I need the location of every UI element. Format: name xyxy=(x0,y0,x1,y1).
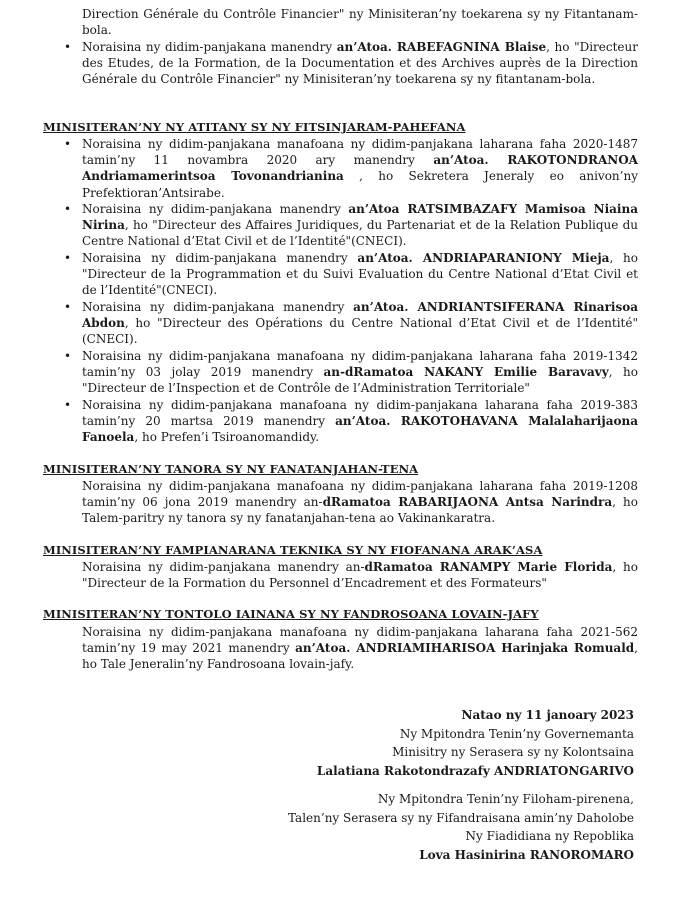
list-item xyxy=(64,136,638,201)
paragraph-cfinancier-continued xyxy=(82,6,638,38)
list-item xyxy=(64,397,638,446)
item-text-post: , ho Prefen’i Tsiroanomandidy. xyxy=(134,430,320,445)
item-text-pre: Noraisina ny didim-panjakana manafoana ny didim-panjakana laharana faha 2019-1342 tamin’ny 03 jolay 2019 manendry xyxy=(82,349,638,380)
signatory-title: Ny Mpitondra Tenin’ny Governemanta xyxy=(399,726,634,741)
item-text-post: , ho "Directeur des Affaires Juridiques, du Partenariat et de la Relation Publique du Centre National d’Etat Civil et de l’Identité"(CNECI). xyxy=(82,218,638,249)
item-text-pre: Noraisina ny didim-panjakana manendry xyxy=(82,251,358,265)
item-text-pre: Noraisina ny didim-panjakana manafoana ny didim-panjakana laharana faha 2020-1487 tamin’ny 11 novambra 2020 ary manendry xyxy=(82,137,638,168)
appointee-name: an’Atoa. RABEFAGNINA Blaise xyxy=(336,40,547,54)
signatory-title: Minisitry ny Serasera sy ny Kolontsaina xyxy=(392,745,634,759)
section-heading-fampianarana: MINISITERAN’NY FAMPIANARANA TEKNIKA SY NY FIOFANANA ARAK’ASA xyxy=(43,543,543,557)
bullet-icon: • xyxy=(64,251,72,265)
appointee-name: an’Atoa. ANDRIAMIHARISOA Harinjaka Romuald xyxy=(295,641,635,656)
item-text-pre: Noraisina ny didim-panjakana manafoana ny didim-panjakana laharana faha 2021-562 tamin’ny 19 may 2021 manendry xyxy=(82,625,638,656)
signatory-title: Talen’ny Serasera sy ny Fifandraisana amin’ny Daholobe xyxy=(287,810,634,825)
list-item xyxy=(64,201,638,250)
signatory-name: Lalatiana Rakotondrazafy ANDRIATONGARIVO xyxy=(316,763,634,778)
list-item xyxy=(64,299,638,348)
bullet-icon: • xyxy=(64,40,72,54)
section-paragraph xyxy=(82,478,638,527)
section-paragraph xyxy=(82,624,638,673)
item-text-post: , ho "Directeur des Opérations du Centre National d’Etat Civil et de l’Identité" (CNECI). xyxy=(82,316,638,347)
item-text-post: , ho Sekretera Jeneraly eo anivon’ny Prefektioran’Antsirabe. xyxy=(82,169,638,200)
bullet-icon: • xyxy=(64,300,72,314)
list-item-rabefagnina xyxy=(64,39,638,88)
item-text-post: , ho "Directeur de la Programmation et du Suivi Evaluation du Centre National d’Etat Civil et de l’Identité"(CNECI). xyxy=(82,251,638,298)
item-text-post: , ho "Directeur de l’Inspection et de Contrôle de l’Administration Territoriale" xyxy=(82,365,638,396)
signature-block-government xyxy=(317,706,634,780)
item-text-post: , ho "Directeur de la Formation du Personnel d’Encadrement et des Formateurs" xyxy=(82,560,638,591)
appointee-name: an’Atoa RATSIMBAZAFY Mamisoa Niaina Nirina xyxy=(82,202,638,233)
item-text-post: , ho Talem-paritry ny tanora sy ny fanatanjahan-tena ao Vakinankaratra. xyxy=(82,495,638,526)
appointee-name: an’Atoa. RAKOTONDRANOA Andriamamerintsoa Tovonandrianina xyxy=(82,153,638,184)
bullet-icon: • xyxy=(64,202,72,216)
appointee-name: dRamatoa RABARIJAONA Antsa Narindra xyxy=(322,495,613,510)
appointee-name: dRamatoa RANAMPY Marie Florida xyxy=(364,560,613,574)
signatory-title: Ny Mpitondra Tenin’ny Filoham-pirenena, xyxy=(377,792,634,806)
appointee-name: an-dRamatoa NAKANY Emilie Baravavy xyxy=(323,365,609,380)
date-line: Natao ny 11 janoary 2023 xyxy=(461,708,634,722)
item-text-post: , ho "Directeur des Etudes, de la Formation, de la Documentation et des Archives auprès de la Direction Générale du Contrôle Financier" ny Minisiteran’ny toekarena sy ny fitantanam-bola. xyxy=(82,40,638,87)
bullet-icon: • xyxy=(64,137,72,151)
item-text-pre: Noraisina ny didim-panjakana manendry an- xyxy=(82,560,365,574)
appointee-name: an’Atoa. RAKOTOHAVANA Malalaharijaona Fanoela xyxy=(82,414,638,445)
appointee-name: an’Atoa. ANDRIAPARANIONY Mieja xyxy=(357,251,610,265)
signatory-name: Lova Hasinirina RANOROMARO xyxy=(419,847,634,862)
list-item xyxy=(64,348,638,397)
section-heading-tontolo: MINISITERAN’NY TONTOLO IAINANA SY NY FANDROSOANA LOVAIN-JAFY xyxy=(43,607,539,621)
section-heading-atitany: MINISITERAN’NY NY ATITANY SY NY FITSINJARAM-PAHEFANA xyxy=(43,120,466,134)
item-text-pre: Noraisina ny didim-panjakana manafoana ny didim-panjakana laharana faha 2019-1208 tamin’ny 06 jona 2019 manendry an- xyxy=(82,479,638,510)
list-item xyxy=(64,250,638,299)
item-text-pre: Noraisina ny didim-panjakana manendry xyxy=(82,40,337,54)
paragraph-text: Direction Générale du Contrôle Financier" ny Minisiteran’ny toekarena sy ny Fitantanam-bola. xyxy=(82,7,638,38)
item-text-pre: Noraisina ny didim-panjakana manafoana ny didim-panjakana laharana faha 2019-383 tamin’ny 20 martsa 2019 manendry xyxy=(82,398,638,429)
signature-block-presidency xyxy=(288,790,634,864)
item-text-pre: Noraisina ny didim-panjakana manendry xyxy=(82,300,354,314)
bullet-icon: • xyxy=(64,398,72,412)
item-text-pre: Noraisina ny didim-panjakana manendry xyxy=(82,202,349,216)
signatory-title: Ny Fiadidiana ny Repoblika xyxy=(465,829,634,843)
section-paragraph xyxy=(82,559,638,591)
appointee-name: an’Atoa. ANDRIANTSIFERANA Rinarisoa Abdon xyxy=(82,300,638,331)
section-heading-tanora: MINISITERAN’NY TANORA SY NY FANATANJAHAN-TENA xyxy=(43,462,419,476)
bullet-icon: • xyxy=(64,349,72,363)
item-text-post: , ho Tale Jeneralin’ny Fandrosoana lovain-jafy. xyxy=(82,641,638,672)
